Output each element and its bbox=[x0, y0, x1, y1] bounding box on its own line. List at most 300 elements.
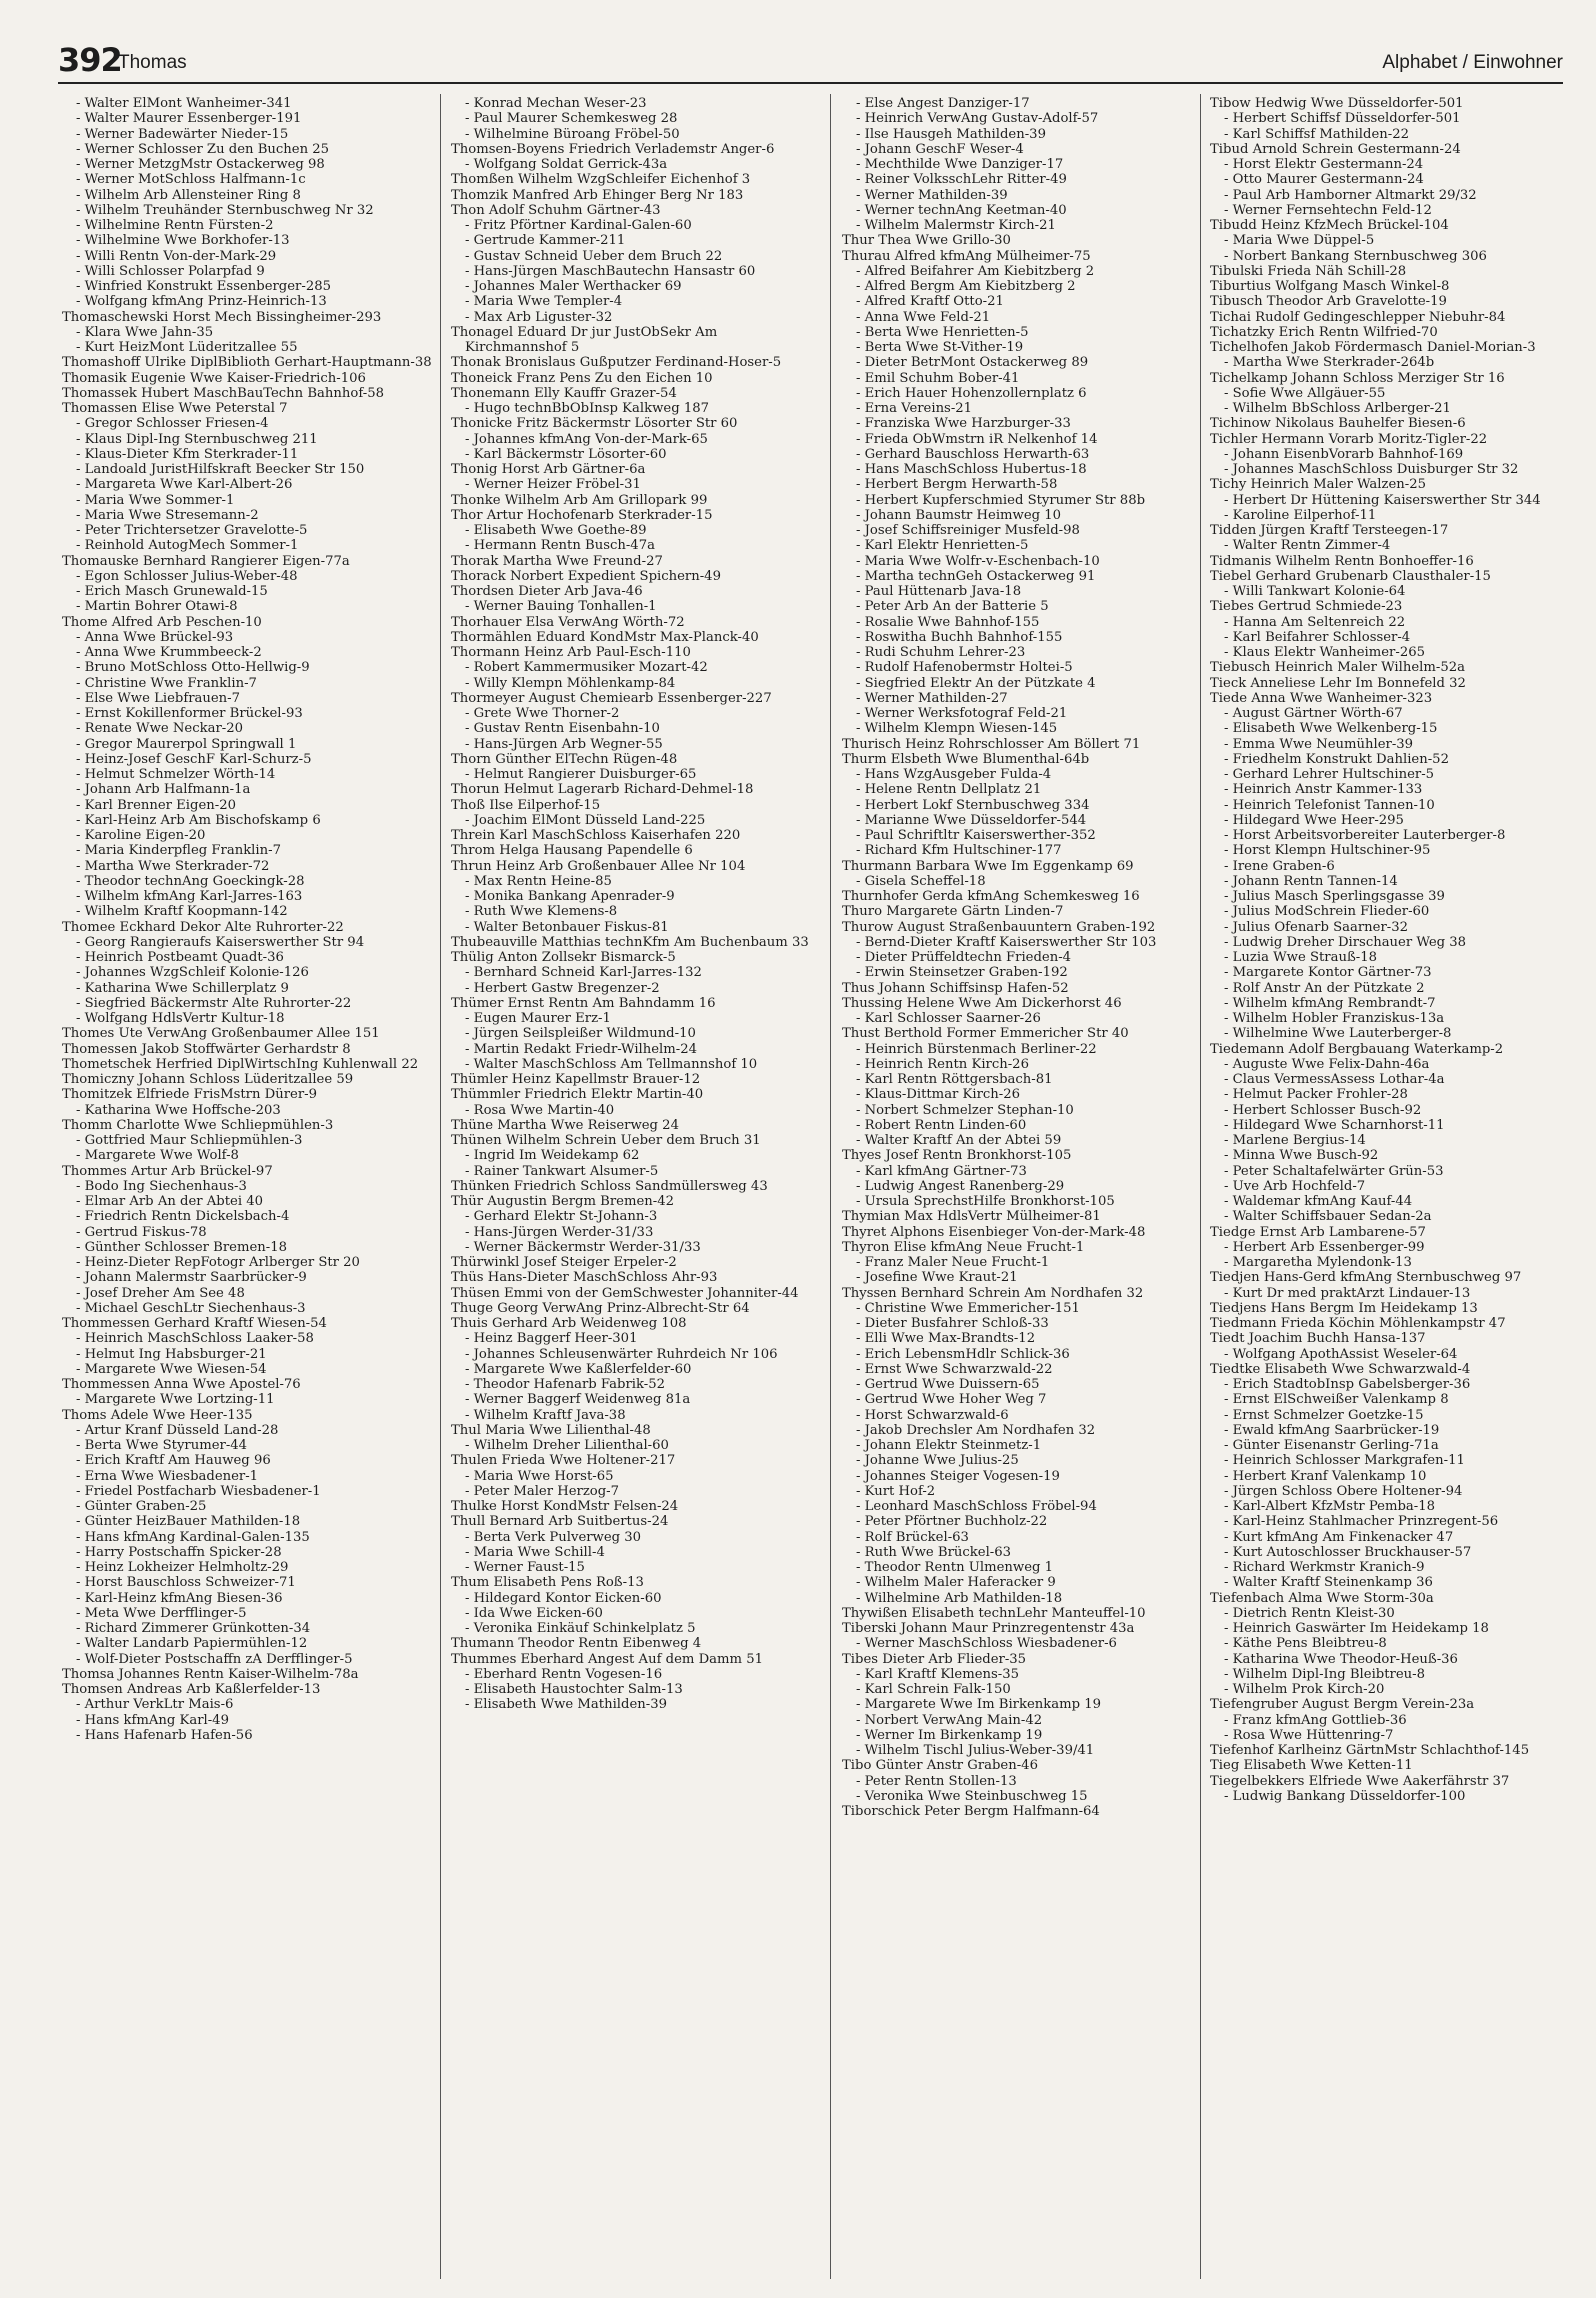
directory-entry: - Wilhelm Dreher Lilienthal-60 bbox=[465, 1438, 669, 1453]
directory-entry: Thomassek Hubert MaschBauTechn Bahnhof-58 bbox=[62, 385, 384, 401]
directory-entry: - Karl Elektr Henrietten-5 bbox=[856, 538, 1029, 554]
directory-entry: Thorack Norbert Expedient Spichern-49 bbox=[451, 568, 721, 584]
directory-entry: - Wilhelmine Wwe Lauterberger-8 bbox=[1224, 1026, 1452, 1042]
directory-entry: - Katharina Wwe Hoffsche-203 bbox=[76, 1102, 281, 1118]
directory-entry: - Peter Arb An der Batterie 5 bbox=[856, 599, 1049, 615]
directory-entry: - Jürgen Schloss Obere Holtener-94 bbox=[1224, 1483, 1463, 1499]
directory-entry: - Wilhelm Klempn Wiesen-145 bbox=[856, 721, 1058, 737]
directory-entry: Thordsen Dieter Arb Java-46 bbox=[451, 584, 643, 599]
directory-entry: - Gertrud Wwe Duissern-65 bbox=[856, 1377, 1040, 1392]
directory-entry: - Herbert Schiffsf Düsseldorfer-501 bbox=[1224, 111, 1461, 127]
directory-entry: Thomasik Eugenie Wwe Kaiser-Friedrich-106 bbox=[62, 370, 366, 386]
directory-entry: - Maria Wwe Horst-65 bbox=[465, 1468, 614, 1484]
directory-entry: Tiedjens Hans Bergm Im Heidekamp 13 bbox=[1210, 1300, 1478, 1316]
directory-entry: - Alfred Beifahrer Am Kiebitzberg 2 bbox=[856, 263, 1095, 279]
directory-entry: - Kurt HeizMont Lüderitzallee 55 bbox=[76, 340, 298, 355]
directory-entry: - Hildegard Wwe Heer-295 bbox=[1224, 812, 1404, 828]
directory-entry: - Katharina Wwe Theodor-Heuß-36 bbox=[1224, 1651, 1458, 1667]
directory-entry: Thuro Margarete Gärtn Linden-7 bbox=[842, 904, 1064, 920]
directory-entry: - Heinrich Bürstenmach Berliner-22 bbox=[856, 1041, 1097, 1057]
directory-entry: Tiefenbach Alma Wwe Storm-30a bbox=[1210, 1590, 1434, 1606]
directory-entry: - Johannes Schleusenwärter Ruhrdeich Nr 106 bbox=[465, 1346, 778, 1362]
directory-entry: - Wolfgang HdlsVertr Kultur-18 bbox=[76, 1011, 285, 1026]
directory-entry: Tibow Hedwig Wwe Düsseldorfer-501 bbox=[1210, 96, 1464, 111]
directory-entry: Tiefenhof Karlheinz GärtnMstr Schlachthof-145 bbox=[1210, 1743, 1530, 1758]
directory-entry: - Franziska Wwe Harzburger-33 bbox=[856, 416, 1071, 432]
directory-entry: - Heinz-Josef GeschF Karl-Schurz-5 bbox=[76, 751, 312, 767]
directory-entry: Thomashoff Ulrike DiplBiblioth Gerhart-Hauptmann-38 bbox=[62, 355, 432, 371]
directory-entry: - Julius Ofenarb Saarner-32 bbox=[1224, 919, 1409, 935]
directory-entry: - Johann GeschF Weser-4 bbox=[856, 141, 1024, 157]
directory-entry: - Maria Wwe Templer-4 bbox=[465, 294, 623, 310]
directory-entry: - Heinrich Rentn Kirch-26 bbox=[856, 1056, 1029, 1072]
directory-entry: Thyes Josef Rentn Bronkhorst-105 bbox=[842, 1148, 1072, 1164]
directory-entry: - Herbert Schlosser Busch-92 bbox=[1224, 1102, 1422, 1118]
directory-entry: - Gisela Scheffel-18 bbox=[856, 873, 986, 889]
directory-entry: Tiberski Johann Maur Prinzregentenstr 43a bbox=[842, 1621, 1135, 1636]
directory-entry: - Werner Bäckermstr Werder-31/33 bbox=[465, 1239, 701, 1255]
directory-entry: - Marlene Bergius-14 bbox=[1224, 1133, 1366, 1148]
directory-entry: - Karl Brenner Eigen-20 bbox=[76, 797, 236, 813]
directory-entry: - Walter Kraftf An der Abtei 59 bbox=[856, 1133, 1062, 1148]
directory-entry: - August Gärtner Wörth-67 bbox=[1224, 706, 1403, 721]
directory-entry: - Max Rentn Heine-85 bbox=[465, 873, 612, 889]
directory-entry: - Willi Rentn Von-der-Mark-29 bbox=[76, 248, 277, 264]
directory-entry: Thüs Hans-Dieter MaschSchloss Ahr-93 bbox=[451, 1270, 718, 1286]
directory-entry: - Gustav Rentn Eisenbahn-10 bbox=[465, 721, 660, 737]
directory-entry: - Friedrich Rentn Dickelsbach-4 bbox=[76, 1209, 290, 1225]
directory-entry: - Berta Wwe Henrietten-5 bbox=[856, 324, 1029, 340]
page-header bbox=[58, 42, 1563, 84]
directory-entry: - Friedhelm Konstrukt Dahlien-52 bbox=[1224, 751, 1449, 767]
directory-entry: - Johann Malermstr Saarbrücker-9 bbox=[76, 1270, 307, 1286]
directory-entry: - Karl Rentn Röttgersbach-81 bbox=[856, 1072, 1053, 1087]
directory-entry: Thormann Heinz Arb Paul-Esch-110 bbox=[451, 645, 691, 660]
directory-entry: - Maria Wwe Stresemann-2 bbox=[76, 507, 259, 523]
directory-entry: Tiede Anna Wwe Wanheimer-323 bbox=[1210, 690, 1433, 706]
directory-entry: Tiefengruber August Bergm Verein-23a bbox=[1210, 1697, 1475, 1713]
directory-entry: Tichatzky Erich Rentn Wilfried-70 bbox=[1210, 324, 1438, 340]
directory-entry: - Ludwig Angest Ranenberg-29 bbox=[856, 1178, 1065, 1194]
directory-entry: Tichelhofen Jakob Fördermasch Daniel-Morian-3 bbox=[1210, 340, 1536, 355]
column-divider bbox=[440, 94, 441, 2279]
directory-entry: Thrun Heinz Arb Großenbauer Allee Nr 104 bbox=[451, 858, 746, 874]
directory-entry: - Johannes kfmAng Von-der-Mark-65 bbox=[465, 431, 708, 447]
directory-entry: - Auguste Wwe Felix-Dahn-46a bbox=[1224, 1056, 1430, 1072]
directory-entry: - Paul Maurer Schemkesweg 28 bbox=[465, 111, 678, 127]
directory-entry: - Karl Beifahrer Schlosser-4 bbox=[1224, 629, 1411, 645]
directory-entry: Thor Artur Hochofenarb Sterkrader-15 bbox=[451, 507, 713, 523]
directory-entry: Thomzik Manfred Arb Ehinger Berg Nr 183 bbox=[451, 187, 744, 203]
directory-entry: - Rudi Schuhm Lehrer-23 bbox=[856, 645, 1026, 660]
directory-entry: - Elisabeth Wwe Mathilden-39 bbox=[465, 1697, 667, 1713]
directory-entry: - Herbert Gastw Bregenzer-2 bbox=[465, 980, 660, 996]
directory-entry: - Josef Schiffsreiniger Musfeld-98 bbox=[856, 523, 1080, 538]
directory-entry: - Frieda ObWmstrn iR Nelkenhof 14 bbox=[856, 431, 1098, 447]
directory-entry: Thüne Martha Wwe Reiserweg 24 bbox=[451, 1117, 679, 1133]
directory-entry: - Karl-Albert KfzMstr Pemba-18 bbox=[1224, 1499, 1435, 1514]
directory-entry: - Werner technAng Keetman-40 bbox=[856, 202, 1067, 218]
directory-entry: Tichelkamp Johann Schloss Merziger Str 16 bbox=[1210, 370, 1505, 386]
directory-entry: - Walter ElMont Wanheimer-341 bbox=[76, 96, 292, 111]
directory-entry: Tidden Jürgen Kraftf Tersteegen-17 bbox=[1210, 523, 1449, 538]
directory-entry: - Wilhelm Maler Haferacker 9 bbox=[856, 1575, 1056, 1591]
directory-entry: - Robert Kammermusiker Mozart-42 bbox=[465, 660, 708, 676]
directory-entry: Thomee Eckhard Dekor Alte Ruhrorter-22 bbox=[62, 919, 344, 935]
directory-entry: Threin Karl MaschSchloss Kaiserhafen 220 bbox=[451, 828, 741, 843]
section-label: Alphabet / Einwohner bbox=[1382, 52, 1563, 73]
directory-entry: - Rosa Wwe Hüttenring-7 bbox=[1224, 1727, 1394, 1743]
directory-entry: - Bodo Ing Siechenhaus-3 bbox=[76, 1178, 247, 1194]
directory-entry: Thür Augustin Bergm Bremen-42 bbox=[451, 1194, 674, 1209]
directory-entry: Throm Helga Hausang Papendelle 6 bbox=[451, 843, 693, 859]
directory-entry: - Klaus-Dittmar Kirch-26 bbox=[856, 1087, 1021, 1103]
directory-entry: - Werner Faust-15 bbox=[465, 1560, 585, 1575]
directory-entry: - Werner Schlosser Zu den Buchen 25 bbox=[76, 141, 330, 157]
directory-entry: - Erna Vereins-21 bbox=[856, 401, 973, 416]
directory-entry: - Wilhelm Tischl Julius-Weber-39/41 bbox=[856, 1743, 1095, 1758]
directory-entry: Tiebusch Heinrich Maler Wilhelm-52a bbox=[1210, 660, 1465, 676]
running-head-name: Thomas bbox=[118, 52, 187, 73]
directory-entry: - Werner Mathilden-27 bbox=[856, 690, 1008, 706]
directory-entry: Thurow August Straßenbauuntern Graben-192 bbox=[842, 919, 1156, 935]
directory-entry: - Jakob Drechsler Am Nordhafen 32 bbox=[856, 1422, 1096, 1438]
directory-entry: Tibusch Theodor Arb Gravelotte-19 bbox=[1210, 294, 1447, 310]
directory-entry: - Harry Postschaffn Spicker-28 bbox=[76, 1544, 282, 1560]
directory-entry: Thomassen Elise Wwe Peterstal 7 bbox=[62, 401, 288, 416]
directory-entry: - Paul Arb Hamborner Altmarkt 29/32 bbox=[1224, 187, 1477, 203]
directory-entry: - Margarete Wwe Lortzing-11 bbox=[76, 1392, 275, 1408]
directory-entry: Tiebel Gerhard Grubenarb Clausthaler-15 bbox=[1210, 568, 1491, 584]
directory-entry: - Heinrich Schlosser Markgrafen-11 bbox=[1224, 1453, 1465, 1469]
directory-entry: - Helmut Rangierer Duisburger-65 bbox=[465, 767, 697, 782]
directory-entry: - Karoline Eigen-20 bbox=[76, 828, 206, 843]
directory-entry: - Anna Wwe Feld-21 bbox=[856, 309, 991, 325]
directory-entry: - Peter Schaltafelwärter Grün-53 bbox=[1224, 1163, 1444, 1179]
directory-entry: - Karl Schiffsf Mathilden-22 bbox=[1224, 126, 1409, 142]
directory-entry: - Hermann Rentn Busch-47a bbox=[465, 538, 655, 554]
directory-entry: - Josefine Wwe Kraut-21 bbox=[856, 1270, 1018, 1286]
directory-entry: Thomsa Johannes Rentn Kaiser-Wilhelm-78a bbox=[62, 1666, 359, 1682]
directory-entry: - Wilhelm Arb Allensteiner Ring 8 bbox=[76, 187, 301, 203]
directory-entry: Tidmanis Wilhelm Rentn Bonhoeffer-16 bbox=[1210, 553, 1474, 569]
directory-entry: Tieck Anneliese Lehr Im Bonnefeld 32 bbox=[1210, 675, 1466, 691]
directory-entry: - Margarete Wwe Wiesen-54 bbox=[76, 1361, 267, 1377]
directory-entry: Thommes Artur Arb Brückel-97 bbox=[62, 1163, 273, 1179]
directory-entry: Thonke Wilhelm Arb Am Grillopark 99 bbox=[451, 492, 708, 508]
directory-entry: Thomitzek Elfriede FrisMstrn Dürer-9 bbox=[62, 1087, 317, 1103]
directory-entry: - Peter Maler Herzog-7 bbox=[465, 1483, 619, 1499]
directory-entry: - Hans Hafenarb Hafen-56 bbox=[76, 1727, 253, 1743]
directory-entry: Tibes Dieter Arb Flieder-35 bbox=[842, 1651, 1027, 1667]
directory-entry: - Rudolf Hafenobermstr Holtei-5 bbox=[856, 660, 1073, 676]
directory-entry: - Ingrid Im Weidekamp 62 bbox=[465, 1148, 640, 1164]
directory-entry: - Bernhard Schneid Karl-Jarres-132 bbox=[465, 965, 702, 981]
directory-entry: Thull Bernard Arb Suitbertus-24 bbox=[451, 1514, 669, 1530]
directory-column-1 bbox=[62, 96, 434, 2276]
directory-entry: - Ruth Wwe Klemens-8 bbox=[465, 904, 618, 920]
directory-entry: - Heinrich Postbeamt Quadt-36 bbox=[76, 950, 284, 965]
directory-entry: - Luzia Wwe Strauß-18 bbox=[1224, 950, 1377, 965]
directory-entry: Thomes Ute VerwAng Großenbaumer Allee 151 bbox=[62, 1026, 380, 1042]
directory-entry: - Johann Rentn Tannen-14 bbox=[1224, 873, 1398, 889]
directory-entry: Thome Alfred Arb Peschen-10 bbox=[62, 614, 262, 630]
directory-entry: - Martha Wwe Sterkrader-264b bbox=[1224, 355, 1435, 371]
directory-entry: Thomessen Jakob Stoffwärter Gerhardstr 8 bbox=[62, 1041, 351, 1057]
directory-entry: - Walter Landarb Papiermühlen-12 bbox=[76, 1636, 308, 1652]
directory-entry: - Berta Wwe St-Vither-19 bbox=[856, 340, 1024, 355]
directory-entry: - Margarete Wwe Kaßlerfelder-60 bbox=[465, 1361, 692, 1377]
directory-entry: - Hans-Jürgen MaschBautechn Hansastr 60 bbox=[465, 263, 756, 279]
directory-entry: - Berta Wwe Styrumer-44 bbox=[76, 1438, 248, 1453]
page-number: 392 bbox=[58, 41, 122, 79]
directory-entry: Thurm Elsbeth Wwe Blumenthal-64b bbox=[842, 751, 1090, 767]
directory-entry: - Wolfgang kfmAng Prinz-Heinrich-13 bbox=[76, 294, 327, 310]
directory-entry: - Käthe Pens Bleibtreu-8 bbox=[1224, 1636, 1387, 1652]
directory-entry: - Willi Schlosser Polarpfad 9 bbox=[76, 263, 265, 279]
directory-entry: - Erich Kraftf Am Hauweg 96 bbox=[76, 1453, 271, 1469]
directory-entry: - Horst Bauschloss Schweizer-71 bbox=[76, 1575, 296, 1591]
directory-entry: - Karoline Eilperhof-11 bbox=[1224, 507, 1377, 523]
directory-entry: - Werner MetzgMstr Ostackerweg 98 bbox=[76, 157, 325, 172]
directory-entry: - Werner Baggerf Weidenweg 81a bbox=[465, 1392, 691, 1408]
directory-entry: Thonemann Elly Kauffr Grazer-54 bbox=[451, 385, 677, 401]
directory-entry: - Gertrud Fiskus-78 bbox=[76, 1224, 207, 1240]
directory-entry: - Ursula SprechstHilfe Bronkhorst-105 bbox=[856, 1194, 1115, 1209]
directory-entry: - Erich StadtobInsp Gabelsberger-36 bbox=[1224, 1377, 1471, 1392]
directory-entry: - Ludwig Bankang Düsseldorfer-100 bbox=[1224, 1788, 1466, 1804]
directory-entry: Thubeauville Matthias technKfm Am Buchenbaum 33 bbox=[451, 934, 809, 950]
directory-entry: - Wilhelm Treuhänder Sternbuschweg Nr 32 bbox=[76, 202, 374, 218]
directory-entry: - Ernst Wwe Schwarzwald-22 bbox=[856, 1361, 1053, 1377]
directory-entry: - Monika Bankang Apenrader-9 bbox=[465, 889, 675, 904]
directory-entry: Thoneick Franz Pens Zu den Eichen 10 bbox=[451, 370, 713, 386]
directory-entry: - Emma Wwe Neumühler-39 bbox=[1224, 736, 1414, 752]
directory-entry: - Waldemar kfmAng Kauf-44 bbox=[1224, 1194, 1413, 1209]
directory-entry: Thümer Ernst Rentn Am Bahndamm 16 bbox=[451, 995, 716, 1011]
directory-entry: - Robert Rentn Linden-60 bbox=[856, 1117, 1027, 1133]
directory-entry: - Heinz Baggerf Heer-301 bbox=[465, 1331, 638, 1347]
directory-entry: - Wilhelmine Rentn Fürsten-2 bbox=[76, 218, 274, 233]
directory-entry: Thormeyer August Chemiearb Essenberger-227 bbox=[451, 690, 772, 706]
directory-entry: Thurnhofer Gerda kfmAng Schemkesweg 16 bbox=[842, 889, 1140, 904]
directory-entry: - Margareta Wwe Karl-Albert-26 bbox=[76, 477, 293, 493]
directory-entry: - Konrad Mechan Weser-23 bbox=[465, 96, 647, 111]
directory-entry: - Wilhelm Kraftf Koopmann-142 bbox=[76, 904, 288, 920]
directory-entry: - Herbert Kranf Valenkamp 10 bbox=[1224, 1468, 1427, 1484]
directory-entry: - Johannes MaschSchloss Duisburger Str 32 bbox=[1224, 462, 1519, 477]
directory-entry: - Georg Rangieraufs Kaiserswerther Str 94 bbox=[76, 934, 365, 950]
directory-entry: - Heinrich Gaswärter Im Heidekamp 18 bbox=[1224, 1621, 1489, 1636]
directory-entry: Tiborschick Peter Bergm Halfmann-64 bbox=[842, 1804, 1100, 1819]
directory-entry: Thurmann Barbara Wwe Im Eggenkamp 69 bbox=[842, 858, 1134, 874]
directory-entry: - Irene Graben-6 bbox=[1224, 858, 1335, 874]
directory-entry: Thywißen Elisabeth technLehr Manteuffel-10 bbox=[842, 1605, 1146, 1621]
directory-entry: - Karl Kraftf Klemens-35 bbox=[856, 1666, 1020, 1682]
directory-entry: - Karl-Heinz Stahlmacher Prinzregent-56 bbox=[1224, 1514, 1499, 1530]
directory-entry: Tichai Rudolf Gedingeschlepper Niebuhr-84 bbox=[1210, 309, 1506, 325]
directory-entry: - Erich LebensmHdlr Schlick-36 bbox=[856, 1346, 1070, 1362]
directory-entry: - Reiner VolksschLehr Ritter-49 bbox=[856, 172, 1067, 188]
directory-entry: - Erich Masch Grunewald-15 bbox=[76, 584, 268, 599]
directory-entry: - Wilhelm Dipl-Ing Bleibtreu-8 bbox=[1224, 1666, 1425, 1682]
directory-entry: - Arthur VerkLtr Mais-6 bbox=[76, 1697, 234, 1713]
directory-entry: - Klaus-Dieter Kfm Sterkrader-11 bbox=[76, 446, 299, 462]
directory-entry: Tichler Hermann Vorarb Moritz-Tigler-22 bbox=[1210, 431, 1488, 447]
directory-entry: - Wilhelm kfmAng Karl-Jarres-163 bbox=[76, 889, 303, 904]
directory-entry: - Bernd-Dieter Kraftf Kaiserswerther Str 103 bbox=[856, 934, 1157, 950]
directory-entry: - Walter Kraftf Steinenkamp 36 bbox=[1224, 1575, 1433, 1591]
directory-entry: - Johannes WzgSchleif Kolonie-126 bbox=[76, 965, 309, 981]
directory-entry: - Walter Schiffsbauer Sedan-2a bbox=[1224, 1209, 1432, 1225]
directory-entry: - Siegfried Bäckermstr Alte Ruhrorter-22 bbox=[76, 995, 352, 1011]
directory-entry: Thum Elisabeth Pens Roß-13 bbox=[451, 1575, 644, 1591]
directory-entry: - Herbert Lokf Sternbuschweg 334 bbox=[856, 797, 1090, 813]
directory-entry: - Norbert Bankang Sternbuschweg 306 bbox=[1224, 248, 1487, 264]
directory-entry: - Heinrich Anstr Kammer-133 bbox=[1224, 782, 1423, 798]
directory-entry: - Werner Fernsehtechn Feld-12 bbox=[1224, 202, 1432, 218]
directory-entry: Thomauske Bernhard Rangierer Eigen-77a bbox=[62, 553, 350, 569]
directory-entry: Thurisch Heinz Rohrschlosser Am Böllert 71 bbox=[842, 736, 1141, 752]
directory-entry: - Richard Kfm Hultschiner-177 bbox=[856, 843, 1062, 859]
directory-entry: - Else Wwe Liebfrauen-7 bbox=[76, 690, 241, 706]
directory-entry: - Horst Arbeitsvorbereiter Lauterberger-8 bbox=[1224, 828, 1506, 843]
directory-entry: - Ernst Schmelzer Goetzke-15 bbox=[1224, 1407, 1424, 1423]
directory-entry: - Martin Redakt Friedr-Wilhelm-24 bbox=[465, 1041, 698, 1057]
directory-entry: - Erich Hauer Hohenzollernplatz 6 bbox=[856, 385, 1087, 401]
directory-entry: Thomm Charlotte Wwe Schliepmühlen-3 bbox=[62, 1117, 334, 1133]
directory-entry: - Veronika Wwe Steinbuschweg 15 bbox=[856, 1788, 1088, 1804]
directory-entry: - Rosalie Wwe Bahnhof-155 bbox=[856, 614, 1040, 630]
directory-entry: Thommessen Gerhard Kraftf Wiesen-54 bbox=[62, 1316, 327, 1331]
directory-entry: Thuge Georg VerwAng Prinz-Albrecht-Str 64 bbox=[451, 1300, 750, 1316]
directory-entry: Thomiczny Johann Schloss Lüderitzallee 59 bbox=[62, 1072, 354, 1087]
directory-entry: - Johann Elektr Steinmetz-1 bbox=[856, 1438, 1042, 1453]
directory-entry: - Otto Maurer Gestermann-24 bbox=[1224, 172, 1424, 188]
directory-entry: Thoß Ilse Eilperhof-15 bbox=[451, 797, 601, 813]
directory-entry: - Bruno MotSchloss Otto-Hellwig-9 bbox=[76, 660, 310, 676]
directory-entry: - Winfried Konstrukt Essenberger-285 bbox=[76, 279, 331, 294]
directory-entry: - Paul Hüttenarb Java-18 bbox=[856, 584, 1022, 599]
directory-entry: Thyssen Bernhard Schrein Am Nordhafen 32 bbox=[842, 1285, 1144, 1301]
directory-entry: - Herbert Kupferschmied Styrumer Str 88b bbox=[856, 492, 1146, 508]
directory-entry: - Werner Mathilden-39 bbox=[856, 187, 1008, 203]
directory-entry: - Hildegard Kontor Eicken-60 bbox=[465, 1590, 662, 1606]
directory-entry: - Roswitha Buchh Bahnhof-155 bbox=[856, 629, 1063, 645]
directory-entry: Thust Berthold Former Emmericher Str 40 bbox=[842, 1026, 1129, 1042]
directory-entry: - Maria Kinderpfleg Franklin-7 bbox=[76, 843, 281, 859]
directory-entry: - Dieter Prüffeldtechn Frieden-4 bbox=[856, 950, 1072, 965]
directory-entry: - Norbert Schmelzer Stephan-10 bbox=[856, 1102, 1074, 1118]
directory-entry: - Else Angest Danziger-17 bbox=[856, 96, 1030, 111]
directory-entry: - Kurt Dr med praktArzt Lindauer-13 bbox=[1224, 1285, 1471, 1301]
directory-entry: - Rosa Wwe Martin-40 bbox=[465, 1102, 615, 1118]
directory-entry: - Karl kfmAng Gärtner-73 bbox=[856, 1163, 1027, 1179]
directory-entry: Thyret Alphons Eisenbieger Von-der-Mark-48 bbox=[842, 1224, 1146, 1240]
directory-entry: - Leonhard MaschSchloss Fröbel-94 bbox=[856, 1499, 1097, 1514]
directory-entry: - Gerhard Elektr St-Johann-3 bbox=[465, 1209, 658, 1225]
directory-entry: Thuis Gerhard Arb Weidenweg 108 bbox=[451, 1316, 687, 1331]
directory-entry: - Walter Rentn Zimmer-4 bbox=[1224, 538, 1391, 554]
directory-entry: - Richard Zimmerer Grünkotten-34 bbox=[76, 1621, 311, 1636]
directory-entry: - Wilhelm kfmAng Rembrandt-7 bbox=[1224, 995, 1436, 1011]
directory-entry: Thomßen Wilhelm WzgSchleifer Eichenhof 3 bbox=[451, 172, 751, 188]
directory-entry: Thomsen Andreas Arb Kaßlerfelder-13 bbox=[62, 1682, 321, 1697]
directory-entry: - Wilhelm Malermstr Kirch-21 bbox=[856, 218, 1056, 233]
directory-entry: - Franz kfmAng Gottlieb-36 bbox=[1224, 1712, 1407, 1728]
directory-entry: - Johanne Wwe Julius-25 bbox=[856, 1453, 1019, 1469]
directory-entry: - Ida Wwe Eicken-60 bbox=[465, 1605, 603, 1621]
directory-entry: - Meta Wwe Derfflinger-5 bbox=[76, 1605, 247, 1621]
directory-entry: - Karl-Heinz Arb Am Bischofskamp 6 bbox=[76, 812, 321, 828]
directory-entry: - Rolf Anstr An der Pützkate 2 bbox=[1224, 980, 1425, 996]
directory-entry: - Ewald kfmAng Saarbrücker-19 bbox=[1224, 1422, 1440, 1438]
directory-entry: - Karl Schlosser Saarner-26 bbox=[856, 1011, 1041, 1026]
directory-entry: Thürwinkl Josef Steiger Erpeler-2 bbox=[451, 1255, 677, 1270]
directory-entry: - Werner Badewärter Nieder-15 bbox=[76, 126, 289, 142]
directory-entry: - Wilhelmine Büroang Fröbel-50 bbox=[465, 126, 680, 142]
directory-entry: - Heinrich MaschSchloss Laaker-58 bbox=[76, 1331, 314, 1347]
directory-entry: Tiburtius Wolfgang Masch Winkel-8 bbox=[1210, 279, 1450, 294]
directory-entry: Tiedjen Hans-Gerd kfmAng Sternbuschweg 97 bbox=[1210, 1270, 1522, 1286]
directory-entry: - Rainer Tankwart Alsumer-5 bbox=[465, 1163, 659, 1179]
directory-entry: - Werner Heizer Fröbel-31 bbox=[465, 477, 641, 493]
directory-entry: Tibud Arnold Schrein Gestermann-24 bbox=[1210, 141, 1461, 157]
directory-entry: - Gertrud Wwe Hoher Weg 7 bbox=[856, 1392, 1047, 1408]
directory-entry: - Michael GeschLtr Siechenhaus-3 bbox=[76, 1300, 306, 1316]
directory-entry: Thomaschewski Horst Mech Bissingheimer-293 bbox=[62, 309, 382, 325]
directory-entry: - Ernst Kokillenformer Brückel-93 bbox=[76, 706, 303, 721]
directory-entry: - Hanna Am Seltenreich 22 bbox=[1224, 614, 1406, 630]
directory-entry: Tiebes Gertrud Schmiede-23 bbox=[1210, 599, 1403, 615]
directory-entry: Thoms Adele Wwe Heer-135 bbox=[62, 1407, 253, 1423]
directory-entry: Thommessen Anna Wwe Apostel-76 bbox=[62, 1377, 301, 1392]
directory-entry: Thonig Horst Arb Gärtner-6a bbox=[451, 462, 646, 477]
directory-entry: - Theodor Hafenarb Fabrik-52 bbox=[465, 1377, 665, 1392]
directory-entry: - Helmut Schmelzer Wörth-14 bbox=[76, 767, 276, 782]
directory-entry: - Helene Rentn Dellplatz 21 bbox=[856, 782, 1042, 798]
directory-entry: - Christine Wwe Emmericher-151 bbox=[856, 1300, 1080, 1316]
directory-entry: - Erna Wwe Wiesbadener-1 bbox=[76, 1468, 259, 1484]
directory-entry: - Herbert Dr Hüttening Kaiserswerther Str 344 bbox=[1224, 492, 1541, 508]
directory-entry: - Heinrich VerwAng Gustav-Adolf-57 bbox=[856, 111, 1099, 127]
directory-entry: - Dieter Busfahrer Schloß-33 bbox=[856, 1316, 1049, 1331]
directory-entry: - Julius ModSchrein Flieder-60 bbox=[1224, 904, 1430, 920]
directory-entry: - Fritz Pförtner Kardinal-Galen-60 bbox=[465, 218, 692, 233]
directory-entry: - Helmut Packer Frohler-28 bbox=[1224, 1087, 1408, 1103]
directory-entry: - Hans-Jürgen Werder-31/33 bbox=[465, 1224, 654, 1240]
directory-entry: Thumann Theodor Rentn Eibenweg 4 bbox=[451, 1636, 702, 1652]
directory-entry: - Jürgen Seilspleißer Wildmund-10 bbox=[465, 1026, 696, 1042]
directory-entry: - Elmar Arb An der Abtei 40 bbox=[76, 1194, 264, 1209]
directory-entry: - Alfred Kraftf Otto-21 bbox=[856, 294, 1004, 310]
directory-entry: - Heinrich Telefonist Tannen-10 bbox=[1224, 797, 1435, 813]
directory-entry: - Friedel Postfacharb Wiesbadener-1 bbox=[76, 1483, 321, 1499]
directory-entry: - Klara Wwe Jahn-35 bbox=[76, 324, 214, 340]
directory-entry: - Eugen Maurer Erz-1 bbox=[465, 1011, 611, 1026]
directory-entry: - Julius Masch Sperlingsgasse 39 bbox=[1224, 889, 1445, 904]
directory-entry: - Walter Maurer Essenberger-191 bbox=[76, 111, 302, 127]
directory-entry: - Maria Wwe Düppel-5 bbox=[1224, 233, 1375, 249]
directory-entry: - Günter Graben-25 bbox=[76, 1499, 207, 1514]
directory-entry: - Wolfgang Soldat Gerrick-43a bbox=[465, 157, 668, 172]
directory-entry: Thometschek Herfried DiplWirtschIng Kuhlenwall 22 bbox=[62, 1056, 419, 1072]
directory-entry: Tibo Günter Anstr Graben-46 bbox=[842, 1758, 1038, 1774]
directory-entry: - Herbert Arb Essenberger-99 bbox=[1224, 1239, 1425, 1255]
directory-entry: - Kurt Autoschlosser Bruckhauser-57 bbox=[1224, 1544, 1472, 1560]
directory-entry: - Siegfried Elektr An der Pützkate 4 bbox=[856, 675, 1096, 691]
directory-entry: Tieg Elisabeth Wwe Ketten-11 bbox=[1210, 1758, 1413, 1774]
